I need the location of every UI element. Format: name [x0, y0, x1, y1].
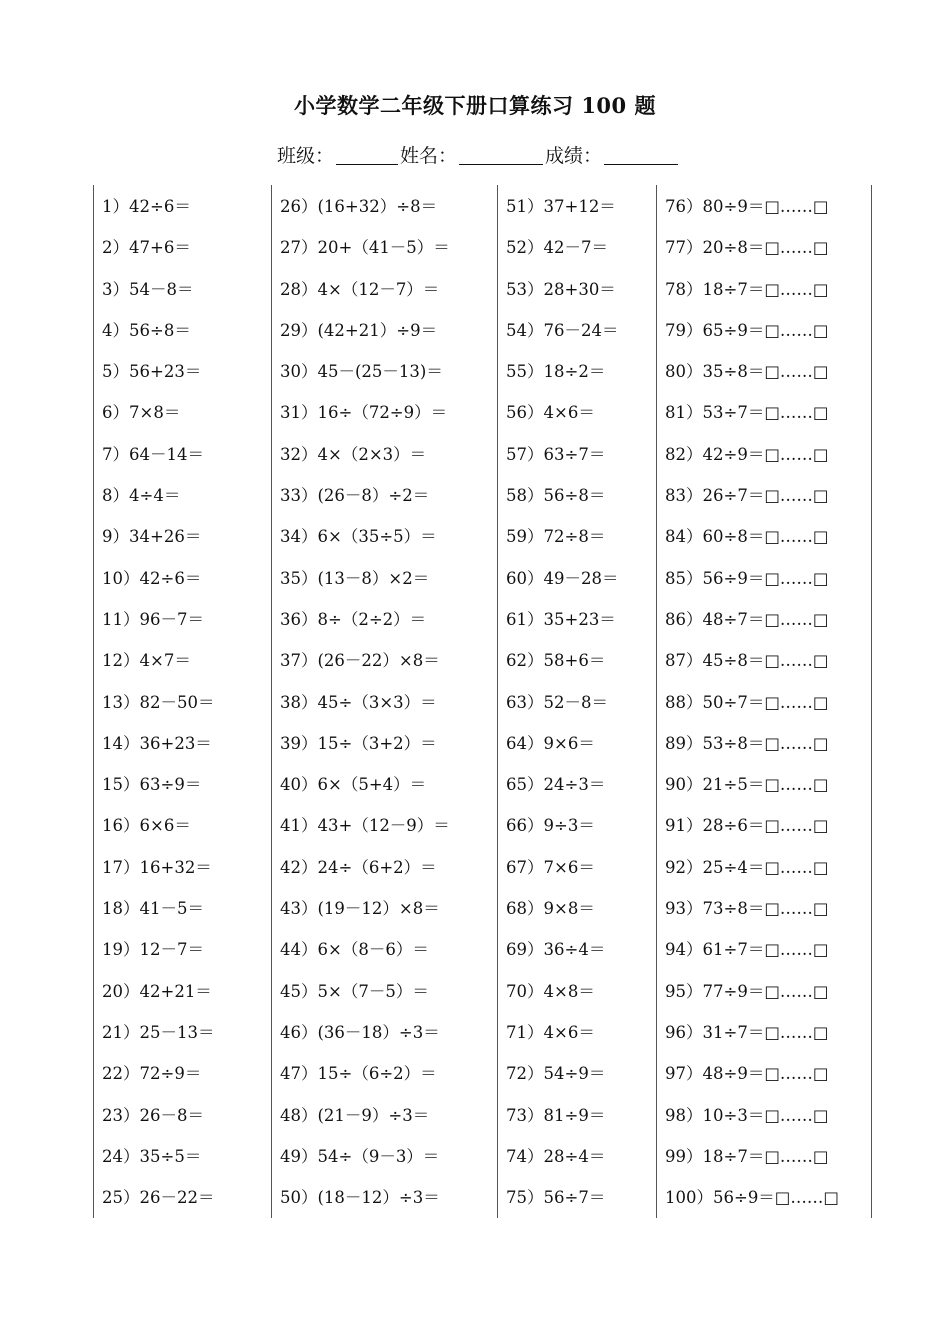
problem-item: 14）36+23＝ [102, 733, 212, 753]
problem-item: 54）76－24＝ [506, 320, 619, 340]
problem-item: 29）(42+21）÷9＝ [280, 320, 438, 340]
column-divider [497, 185, 498, 1218]
page-title: 小学数学二年级下册口算练习 100 题 [294, 93, 656, 118]
problem-item: 60）49－28＝ [506, 568, 619, 588]
problem-item: 32）4×（2×3）＝ [280, 444, 427, 464]
problem-item: 58）56÷8＝ [506, 486, 606, 506]
problem-item: 16）6×6＝ [102, 816, 191, 836]
problem-item: 68）9×8＝ [506, 899, 595, 919]
problem-column-2 [280, 190, 450, 1222]
problem-item: 88）50÷7＝□……□ [665, 692, 829, 712]
problem-item: 17）16+32＝ [102, 857, 212, 877]
problem-item: 44）6×（8－6）＝ [280, 940, 429, 960]
problem-item: 97）48÷9＝□……□ [665, 1064, 829, 1084]
problem-item: 75）56÷7＝ [506, 1188, 606, 1208]
problem-item: 65）24÷3＝ [506, 775, 606, 795]
problem-item: 82）42÷9＝□……□ [665, 444, 829, 464]
problem-item: 50）(18－12）÷3＝ [280, 1188, 440, 1208]
problem-item: 76）80÷9＝□……□ [665, 197, 829, 216]
problem-item: 31）16÷（72÷9）＝ [280, 403, 448, 423]
problem-item: 72）54÷9＝ [506, 1064, 606, 1084]
problem-item: 77）20÷8＝□……□ [665, 238, 829, 258]
problem-item: 71）4×6＝ [506, 1022, 595, 1042]
problem-item: 15）63÷9＝ [102, 775, 202, 795]
problem-item: 87）45÷8＝□……□ [665, 651, 829, 671]
problem-item: 38）45÷（3×3）＝ [280, 692, 437, 712]
problem-item: 5）56+23＝ [102, 362, 202, 382]
problem-item: 90）21÷5＝□……□ [665, 775, 829, 795]
problem-item: 24）35÷5＝ [102, 1146, 202, 1166]
problem-item: 93）73÷8＝□……□ [665, 899, 829, 919]
problem-item: 19）12－7＝ [102, 940, 204, 960]
problem-item: 89）53÷8＝□……□ [665, 733, 829, 753]
problem-item: 94）61÷7＝□……□ [665, 940, 829, 960]
score-field[interactable] [604, 146, 678, 165]
problem-item: 21）25－13＝ [102, 1022, 215, 1042]
problem-item: 11）96－7＝ [102, 609, 204, 629]
class-field[interactable] [336, 146, 398, 165]
problem-item: 42）24÷（6+2）＝ [280, 857, 437, 877]
problem-item: 23）26－8＝ [102, 1105, 204, 1125]
column-divider [656, 185, 657, 1218]
problem-item: 36）8÷（2÷2）＝ [280, 609, 427, 629]
problem-item: 39）15÷（3+2）＝ [280, 733, 437, 753]
class-label: 班级： [277, 145, 335, 167]
problem-item: 34）6×（35÷5）＝ [280, 527, 437, 547]
problem-item: 22）72÷9＝ [102, 1064, 202, 1084]
problem-column-1 [102, 190, 215, 1222]
problem-item: 95）77÷9＝□……□ [665, 981, 829, 1001]
problem-item: 83）26÷7＝□……□ [665, 486, 829, 506]
problem-item: 20）42+21＝ [102, 981, 212, 1001]
problem-item: 47）15÷（6÷2）＝ [280, 1064, 437, 1084]
problem-item: 48）(21－9）÷3＝ [280, 1105, 430, 1125]
problem-item: 99）18÷7＝□……□ [665, 1146, 829, 1166]
problem-item: 12）4×7＝ [102, 651, 191, 671]
problem-column-3 [506, 190, 619, 1222]
column-divider [93, 185, 94, 1218]
problem-item: 18）41－5＝ [102, 899, 204, 919]
problem-item: 30）45－(25－13)＝ [280, 362, 443, 382]
problem-item: 92）25÷4＝□……□ [665, 857, 829, 877]
problem-item: 28）4×（12－7）＝ [280, 279, 440, 299]
problem-item: 2）47+6＝ [102, 238, 191, 258]
problem-item: 64）9×6＝ [506, 733, 595, 753]
problem-item: 33）(26－8）÷2＝ [280, 486, 430, 506]
problem-item: 57）63÷7＝ [506, 444, 606, 464]
problem-item: 91）28÷6＝□……□ [665, 816, 829, 836]
problem-item: 49）54÷（9－3）＝ [280, 1146, 440, 1166]
column-divider [271, 185, 272, 1218]
problem-item: 74）28÷4＝ [506, 1146, 606, 1166]
problem-item: 78）18÷7＝□……□ [665, 279, 829, 299]
problem-item: 55）18÷2＝ [506, 362, 606, 382]
problem-column-4 [665, 190, 839, 1222]
problem-item: 98）10÷3＝□……□ [665, 1105, 829, 1125]
problem-item: 80）35÷8＝□……□ [665, 362, 829, 382]
problem-item: 59）72÷8＝ [506, 527, 606, 547]
problem-item: 53）28+30＝ [506, 279, 616, 299]
problem-item: 46）(36－18）÷3＝ [280, 1022, 440, 1042]
problem-item: 56）4×6＝ [506, 403, 595, 423]
problem-item: 10）42÷6＝ [102, 568, 202, 588]
problem-item: 85）56÷9＝□……□ [665, 568, 829, 588]
problem-item: 26）(16+32）÷8＝ [280, 197, 438, 216]
problem-item: 69）36÷4＝ [506, 940, 606, 960]
problem-item: 35）(13－8）×2＝ [280, 568, 430, 588]
problem-item: 84）60÷8＝□……□ [665, 527, 829, 547]
problem-item: 3）54－8＝ [102, 279, 194, 299]
problem-item: 43）(19－12）×8＝ [280, 899, 440, 919]
problem-item: 40）6×（5+4）＝ [280, 775, 427, 795]
name-label: 姓名： [400, 145, 458, 167]
problem-item: 1）42÷6＝ [102, 197, 191, 216]
problem-item: 25）26－22＝ [102, 1188, 215, 1208]
problem-item: 79）65÷9＝□……□ [665, 320, 829, 340]
problem-item: 67）7×6＝ [506, 857, 595, 877]
problem-item: 7）64－14＝ [102, 444, 204, 464]
problem-item: 8）4÷4＝ [102, 486, 181, 506]
problem-item: 100）56÷9＝□……□ [665, 1188, 839, 1208]
student-info-line [277, 141, 680, 168]
problem-item: 52）42－7＝ [506, 238, 608, 258]
problem-item: 6）7×8＝ [102, 403, 181, 423]
problem-item: 81）53÷7＝□……□ [665, 403, 829, 423]
column-divider [871, 185, 872, 1218]
problem-item: 70）4×8＝ [506, 981, 595, 1001]
name-field[interactable] [459, 146, 543, 165]
problem-item: 66）9÷3＝ [506, 816, 595, 836]
problem-item: 51）37+12＝ [506, 197, 616, 216]
problem-item: 73）81÷9＝ [506, 1105, 606, 1125]
problem-item: 96）31÷7＝□……□ [665, 1022, 829, 1042]
problem-item: 27）20+（41－5）＝ [280, 238, 450, 258]
problem-item: 63）52－8＝ [506, 692, 608, 712]
problem-item: 13）82－50＝ [102, 692, 215, 712]
problem-item: 45）5×（7－5）＝ [280, 981, 429, 1001]
problem-item: 9）34+26＝ [102, 527, 202, 547]
problem-item: 62）58+6＝ [506, 651, 606, 671]
problem-item: 61）35+23＝ [506, 609, 616, 629]
score-label: 成绩： [545, 145, 603, 167]
problem-item: 41）43+（12－9）＝ [280, 816, 450, 836]
problem-item: 86）48÷7＝□……□ [665, 609, 829, 629]
problem-item: 4）56÷8＝ [102, 320, 191, 340]
problem-item: 37）(26－22）×8＝ [280, 651, 440, 671]
